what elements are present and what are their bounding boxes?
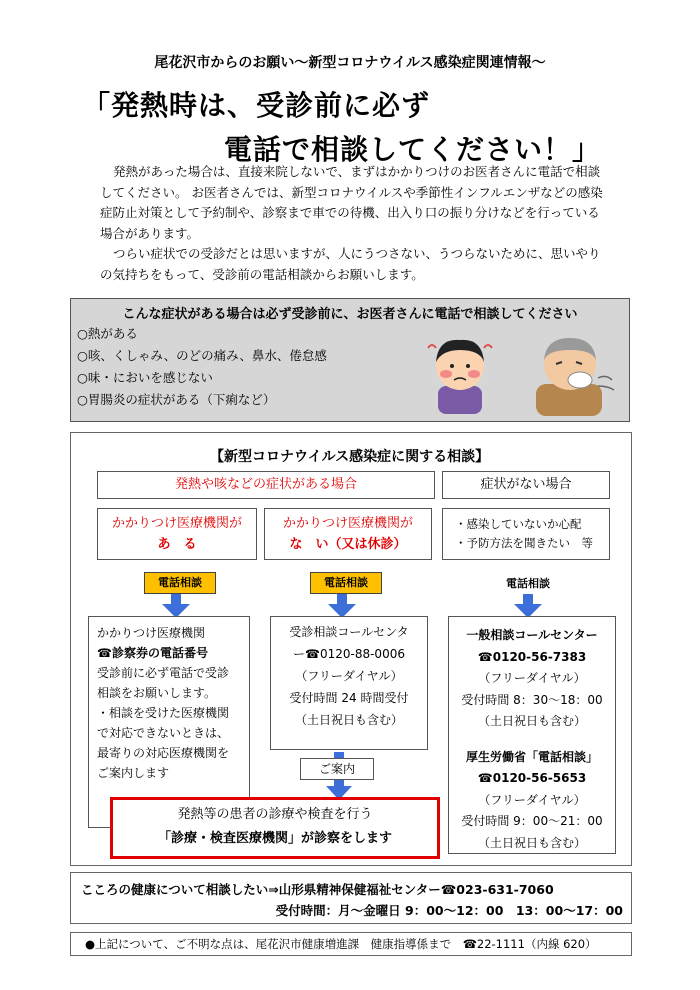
phone-consult-tag-2: 電話相談 xyxy=(310,572,382,594)
contact-footer: ●上記について、ご不明な点は、尾花沢市健康増進課 健康指導係まで ☎22-1111（内線 620） xyxy=(70,932,632,956)
option-no-doctor-line1: かかりつけ医療機関が xyxy=(282,516,413,531)
col3-line2: ☎0120-56-7383 xyxy=(477,649,587,664)
col1-line4: 相談をお願いします。 xyxy=(97,686,217,700)
mental-health-box xyxy=(70,872,632,924)
col3-line9: 受付時間 9：00～21：00 xyxy=(461,814,603,828)
col1-line6: で対応できないときは、 xyxy=(97,726,230,740)
mental-line1: こころの健康について相談したい⇒山形県精神保健福祉センター☎023-631-7060 xyxy=(81,882,554,897)
col3-line8: （フリーダイヤル） xyxy=(478,792,586,807)
col1-line5: ・相談を受けた医療機関 xyxy=(97,706,230,720)
option-no-symptoms-line1: ・感染していないか心配 xyxy=(455,517,582,531)
symptom-item: ○咳、くしゃみ、のどの痛み、鼻水、倦怠感 xyxy=(77,348,327,363)
down-arrow-icon xyxy=(514,594,542,618)
col1-line7: 最寄りの対応医療機関を xyxy=(97,746,230,760)
option-has-doctor-line2: あ る xyxy=(157,537,197,552)
col1-line1: かかりつけ医療機関 xyxy=(97,626,206,640)
option-no-symptoms-line2: ・予防方法を聞きたい 等 xyxy=(455,536,593,550)
option-no-doctor xyxy=(264,508,432,560)
col3-line6: 厚生労働省「電話相談」 xyxy=(465,749,598,764)
col3-line1: 一般相談コールセンター xyxy=(466,628,598,642)
col3-line3: （フリーダイヤル） xyxy=(478,671,586,685)
symptom-list xyxy=(77,323,327,411)
down-arrow-icon xyxy=(162,594,190,618)
col2-line1: 受診相談コールセンタ xyxy=(289,625,409,639)
without-symptoms-header: 症状がない場合 xyxy=(442,471,610,499)
option-no-symptoms xyxy=(442,508,610,560)
mental-line2: 受付時間：月～金曜日 9：00～12：00 13：00～17：00 xyxy=(275,903,623,918)
coughing-elder-illustration xyxy=(528,324,618,416)
phone-consult-tag-1: 電話相談 xyxy=(144,572,216,594)
result-line1: 発熱等の患者の診療や検査を行う xyxy=(177,807,373,822)
symptom-item: ○熱がある xyxy=(77,326,138,341)
general-call-center-box xyxy=(448,616,616,854)
guide-label: ご案内 xyxy=(300,758,374,780)
col1-line3: 受診前に必ず電話で受診 xyxy=(97,666,230,680)
feverish-child-illustration xyxy=(424,328,496,414)
col3-line4: 受付時間 8：30～18：00 xyxy=(461,692,603,707)
testing-facility-box xyxy=(110,797,440,859)
page-subtitle: 尾花沢市からのお願い～新型コロナウイルス感染症関連情報～ xyxy=(154,55,546,71)
col3-line10: （土日祝日も含む） xyxy=(477,835,586,850)
col2-line3: （フリーダイヤル） xyxy=(295,669,403,683)
intro-paragraph-1: 発熱があった場合は、直接来院しないで、まずはかかりつけのお医者さんに電話で相談してください。 お医者さんでは、新型コロナウイルスや季節性インフルエンザなどの感染症防止対策として予約制や、診察まで車での待機、出入り口の振り分けなどを行っている場合があります。 xyxy=(100,164,603,241)
intro-paragraph-2: つらい症状での受診だとは思いますが、人にうつさない、うつらないために、思いやりの気持ちをもって、受診前の電話相談からお願いします。 xyxy=(100,246,601,282)
intro-text xyxy=(100,162,610,285)
option-no-doctor-line2: な い（又は休診） xyxy=(289,537,407,552)
symptom-heading: こんな症状がある場合は必ず受診前に、お医者さんに電話で相談してください xyxy=(122,307,578,322)
phone-consult-tag-3: 電話相談 xyxy=(506,577,550,590)
result-line2: 「診療・検査医療機関」が診察をします xyxy=(157,831,392,846)
col2-line4: 受付時間 24 時間受付 xyxy=(289,691,409,705)
with-symptoms-header: 発熱や咳などの症状がある場合 xyxy=(97,471,435,499)
option-has-doctor xyxy=(97,508,257,560)
col1-line8: ご案内します xyxy=(97,766,170,780)
col2-line5: （土日祝日も含む） xyxy=(294,713,403,727)
option-has-doctor-line1: かかりつけ医療機関が xyxy=(111,516,242,531)
consultation-title: 【新型コロナウイルス感染症に関する相談】 xyxy=(210,449,490,465)
page-title xyxy=(82,84,601,172)
col3-line5: （土日祝日も含む） xyxy=(477,714,586,728)
down-arrow-icon xyxy=(328,594,356,618)
col2-line2: ー☎0120-88-0006 xyxy=(293,647,405,661)
col3-line7: ☎0120-56-5653 xyxy=(477,771,587,785)
symptom-item: ○胃腸炎の症状がある（下痢など） xyxy=(77,392,276,407)
col1-line2: ☎診察券の電話番号 xyxy=(97,646,208,660)
symptom-item: ○味・においを感じない xyxy=(77,370,213,385)
title-line-1: 「発熱時は、受診前に必ず xyxy=(82,89,431,122)
title-line-2: 電話で相談してください！」 xyxy=(224,133,602,166)
call-center-box xyxy=(270,616,428,750)
